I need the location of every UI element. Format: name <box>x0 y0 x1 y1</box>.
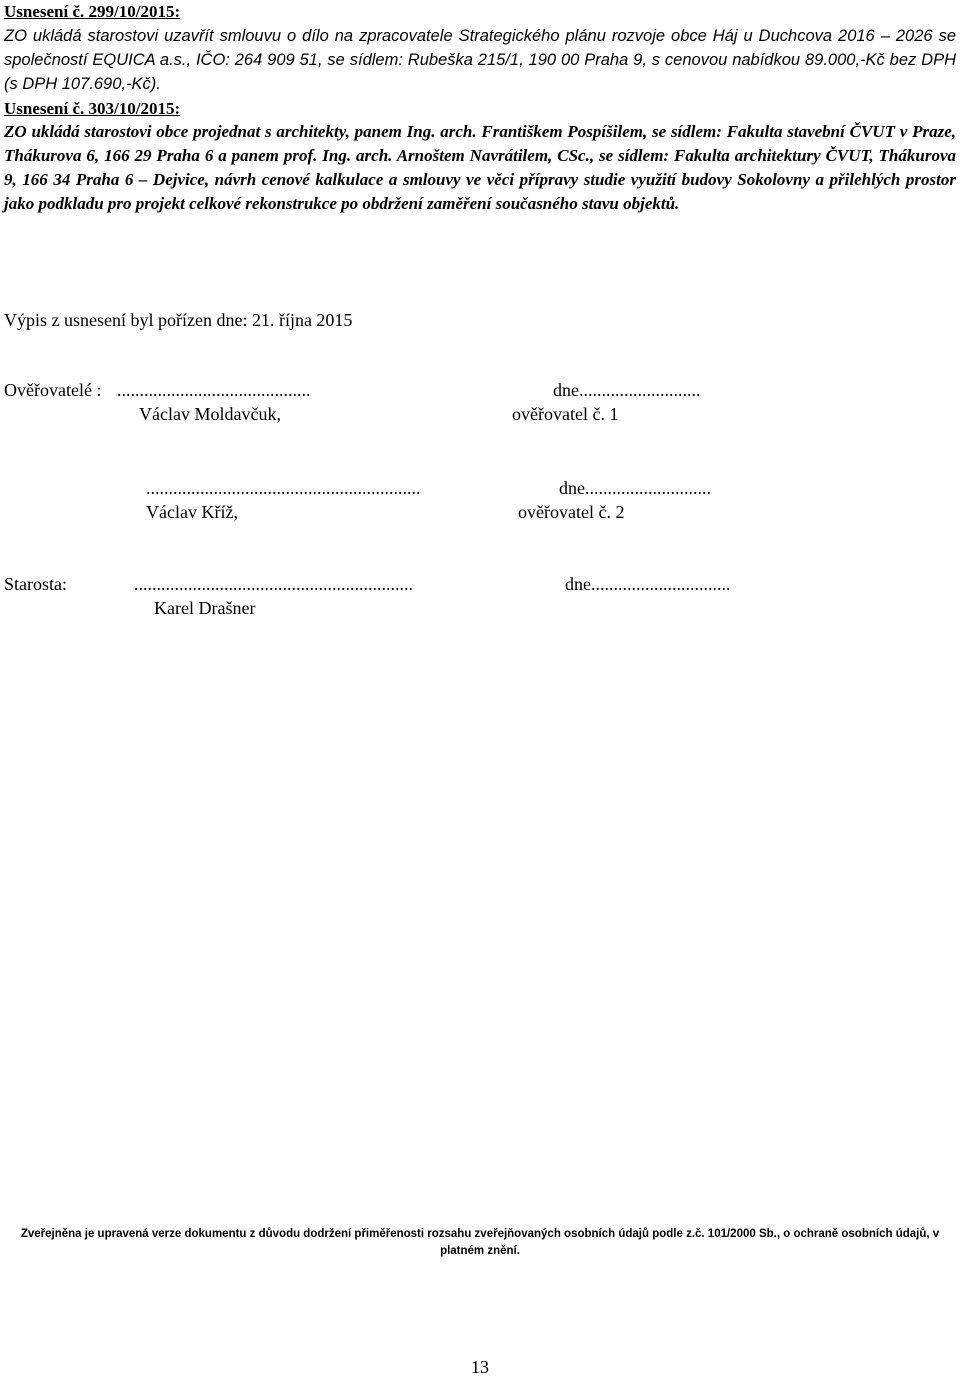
mayor-label: Starosta: <box>4 574 67 594</box>
verifier1-name: Václav Moldavčuk, <box>139 404 281 424</box>
resolution-299-text: ZO ukládá starostovi uzavřít smlouvu o dílo na zpracovatele Strategického plánu rozvoje obce Háj u Duchcova 2016 – 2026 se společností EQUICA a.s., IČO: 264 909 51, se sídlem: Rubeška 215/1, 190 00 Praha 9, s cenovou nabídkou 89.000,-Kč bez DPH (s DPH 107.690,-Kč). <box>4 27 956 93</box>
resolution-299-heading: Usnesení č. 299/10/2015: <box>4 2 181 21</box>
verifier2-name: Václav Kříž, <box>146 502 238 522</box>
mayor-signature-line: .............................................................. <box>134 574 413 594</box>
anonymization-note: Zveřejněna je upravená verze dokumentu z důvodu dodržení přiměřenosti rozsahu zveřejňovaných osobních údajů podle z.č. 101/2000 Sb., o ochraně osobních údajů, v platném znění. <box>20 1228 940 1257</box>
verifier1-signature-line: ........................................... <box>117 380 311 400</box>
resolution-303-text: ZO ukládá starostovi obce projednat s architekty, panem Ing. arch. Františkem Pospíšilem, se sídlem: Fakulta stavební ČVUT v Praze, Thákurova 6, 166 29 Praha 6 a panem prof. Ing. arch. Arnoštem Navrátilem, CSc., se sídlem: Fakulta architektury ČVUT, Thákurova 9, 166 34 Praha 6 – Dejvice, návrh cenové kalkulace a smlouvy ve věci přípravy studie využití budovy Sokolovny a přilehlých prostor jako podkladu pro projekt celkové rekonstrukce po obdržení zaměření současného stavu objektů. <box>4 122 956 213</box>
verifier1-date: dne........................... <box>553 380 701 400</box>
page-number: 13 <box>471 1357 489 1377</box>
verifier2-signature-line: ............................................................. <box>146 478 421 498</box>
mayor-date: dne............................... <box>565 574 731 594</box>
verifier2-date: dne............................ <box>559 478 711 498</box>
extract-date: Výpis z usnesení byl pořízen dne: 21. října 2015 <box>4 310 353 330</box>
verifiers-label: Ověřovatelé : <box>4 380 102 400</box>
resolution-303-heading: Usnesení č. 303/10/2015: <box>4 99 181 118</box>
verifier1-role: ověřovatel č. 1 <box>512 404 619 424</box>
verifier2-role: ověřovatel č. 2 <box>518 502 625 522</box>
mayor-name: Karel Drašner <box>154 598 256 618</box>
